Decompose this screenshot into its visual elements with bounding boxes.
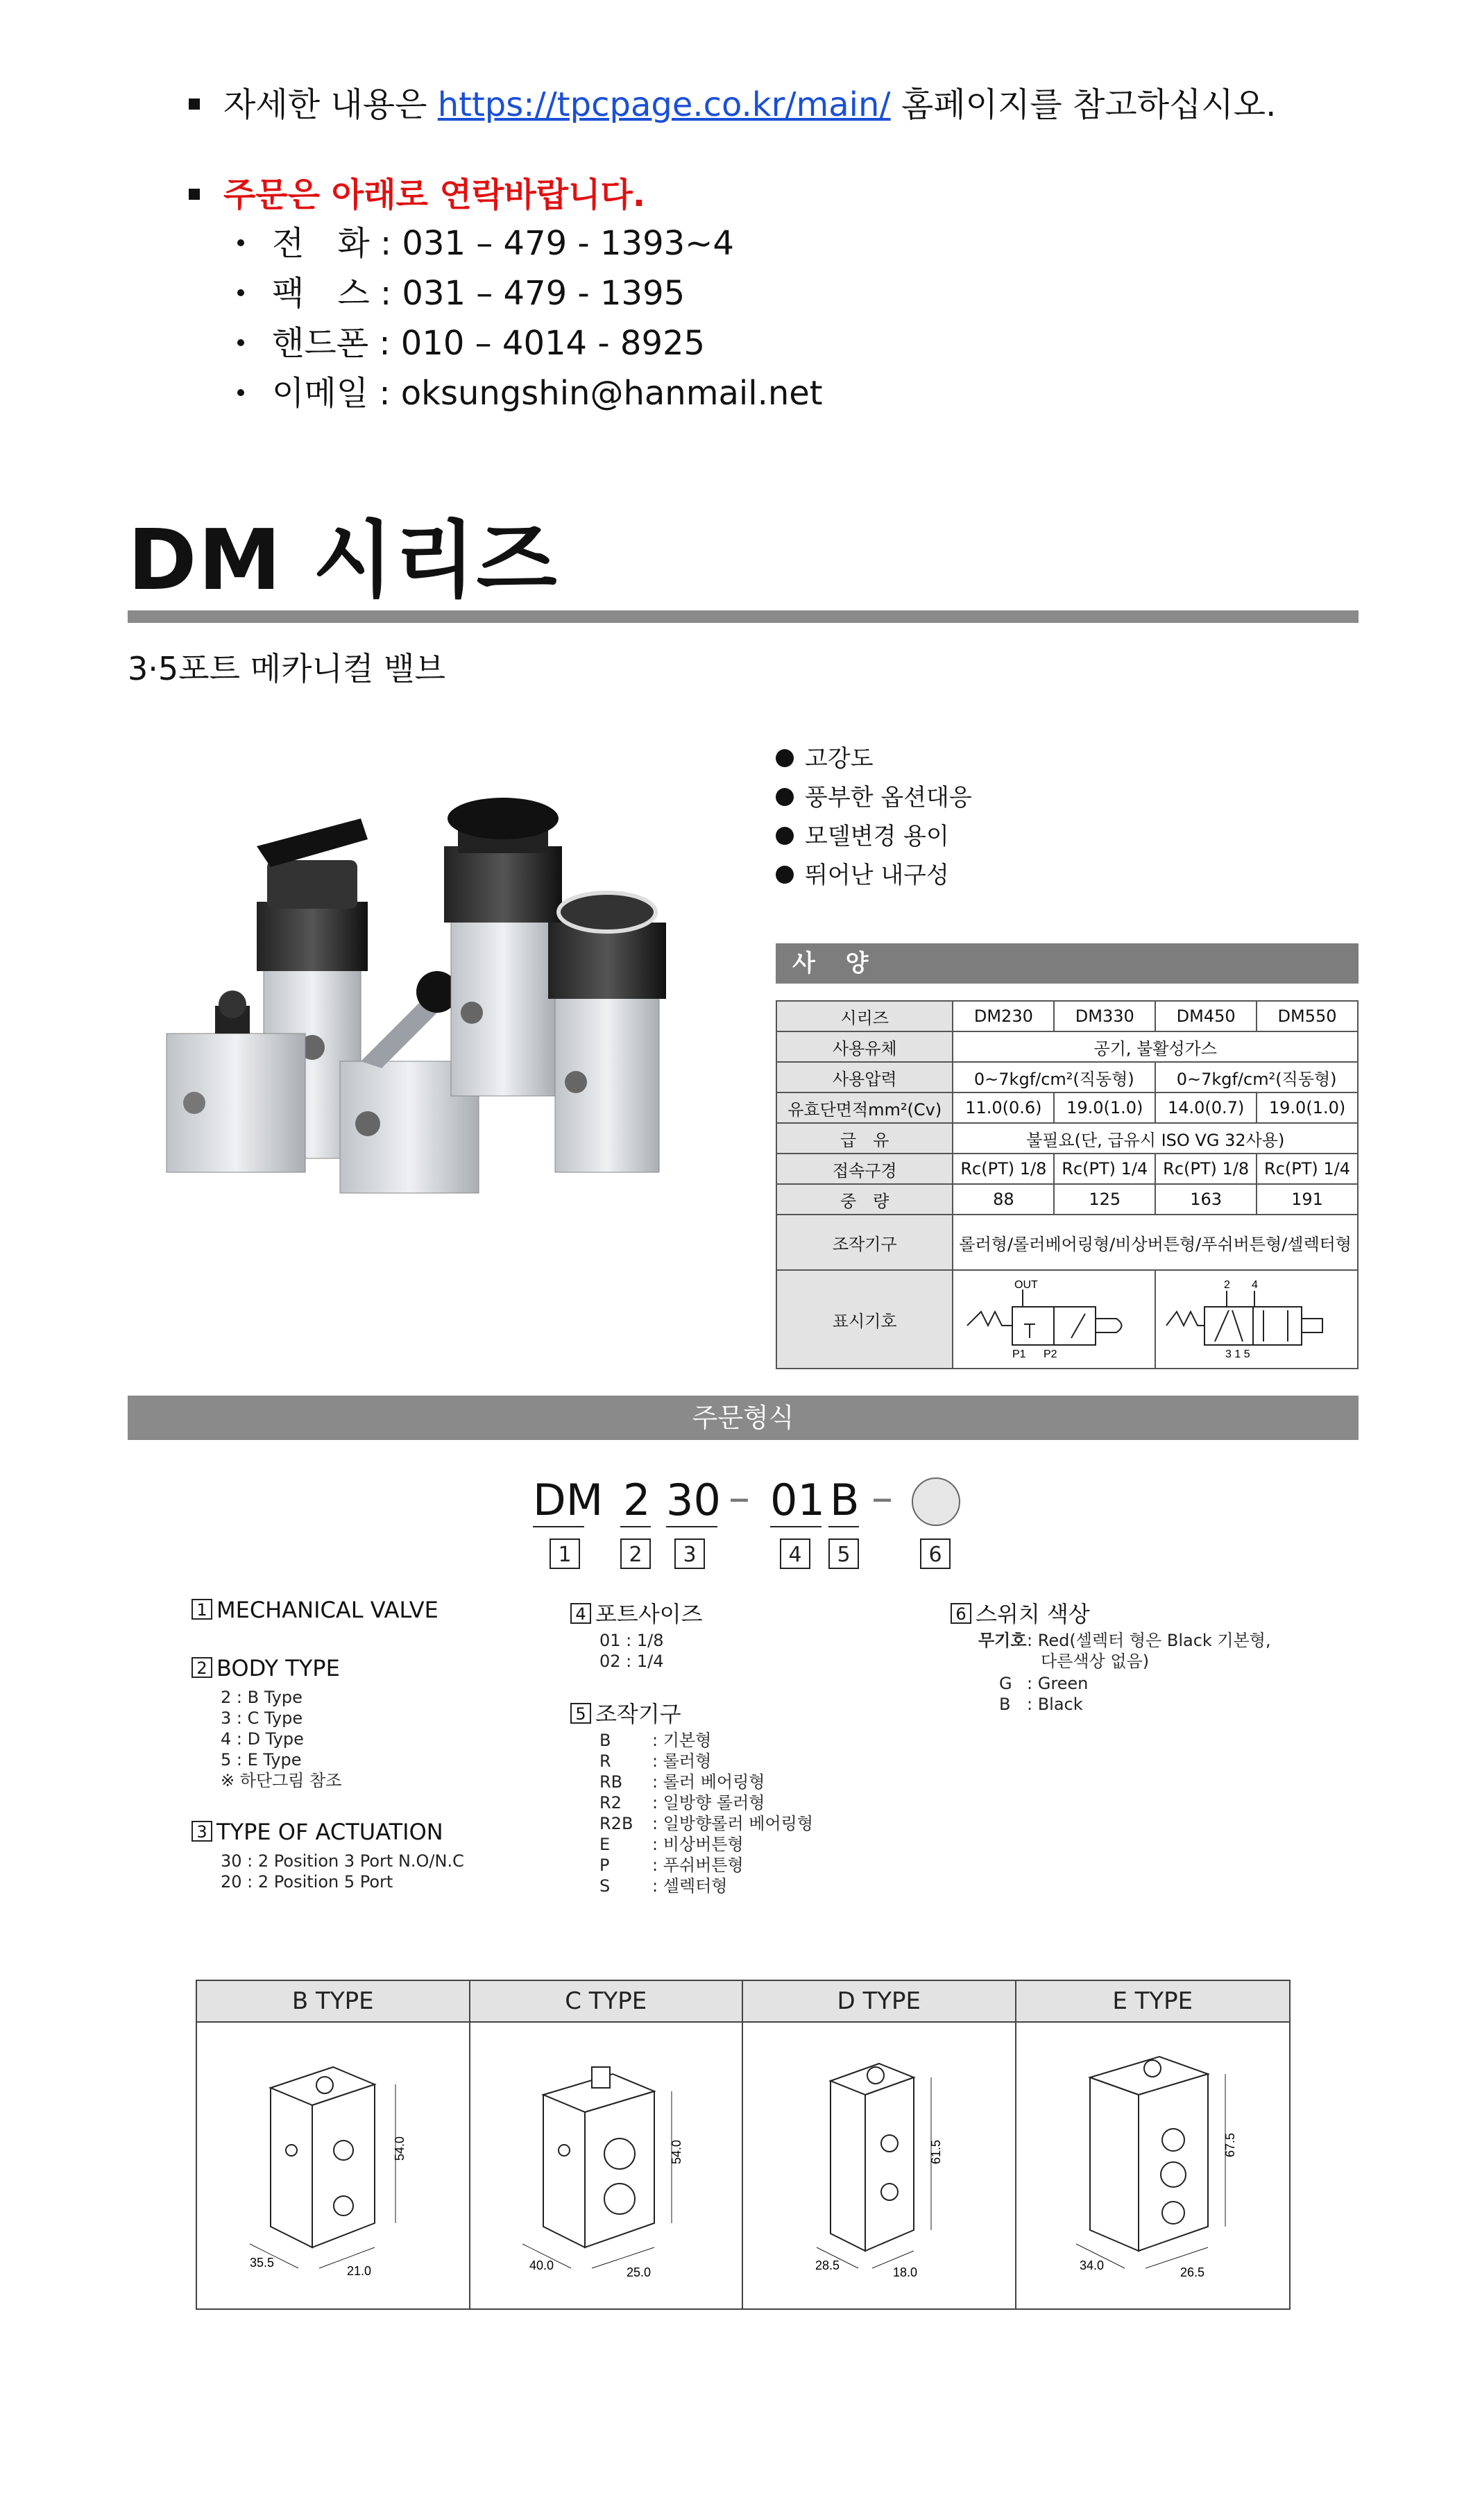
square-bullet-icon [189,189,200,200]
legend-2-items [221,1687,341,1791]
feature-item [776,739,874,773]
order-title [189,168,645,216]
legend-5-keys [599,1730,633,1896]
spec-row-series [776,1001,1358,1031]
sym-label: P1 [1012,1348,1026,1359]
d-type-cell [742,2022,1016,2309]
title-divider [128,610,1359,623]
code-port: 01 [770,1475,825,1525]
d-type-drawing [775,2046,983,2282]
contact-mobile [237,316,705,364]
code-dash: – [729,1472,750,1523]
legend-num: 2 [191,1657,212,1678]
dim-label: 34.0 [1080,2258,1105,2272]
square-bullet-icon [189,98,200,110]
spec-cell: 롤러형/롤러베어링형/비상버튼형/푸쉬버튼형/셀렉터형 [953,1215,1358,1270]
dim-label: 18.0 [892,2265,917,2279]
spec-row-lube [776,1123,1358,1154]
dim-label: 40.0 [529,2258,554,2272]
spec-label: 사용유체 [776,1031,953,1062]
legend-val: : 롤러형 [652,1751,712,1771]
sym-label: 4 [1252,1279,1258,1291]
legend-num: 6 [951,1603,971,1624]
legend-item: ※ 하단그림 참조 [221,1771,342,1790]
code-num-box: 4 [780,1538,810,1569]
contact-fax [237,266,685,314]
spec-cell: Rc(PT) 1/8 [953,1154,1054,1184]
order-title-text: 주문은 아래로 연락바랍니다. [223,175,646,214]
contact-mobile-text: 핸드폰 : 010 – 4014 - 8925 [272,324,706,363]
spec-row-actuator [776,1215,1358,1270]
spec-row-port [776,1154,1358,1184]
legend-5-vals [652,1730,813,1896]
homepage-link[interactable]: https://tpcpage.co.kr/main/ [437,85,891,124]
dot-bullet-icon [776,749,794,767]
spec-cell: 14.0(0.7) [1155,1092,1257,1123]
dim-label: 28.5 [815,2258,840,2272]
contact-phone-text: 전 화 : 031 – 479 - 1393~4 [272,224,734,263]
legend-item: 20 : 2 Position 5 Port [221,1872,393,1892]
feature-text: 모델변경 용이 [805,823,949,850]
product-title: DM 시리즈 [128,513,559,609]
dim-label: 26.5 [1180,2265,1205,2279]
e-type-cell [1016,2022,1291,2309]
code-underline [533,1526,584,1527]
order-heading: 주문형식 [128,1396,1359,1440]
color-circle [912,1477,960,1526]
spec-row-weight [776,1184,1358,1215]
legend-num: 5 [570,1703,591,1724]
legend-6-key: B [999,1695,1011,1714]
legend-key: E [599,1835,611,1854]
feature-item [776,856,949,890]
dot-bullet-icon [237,239,244,246]
legend-val: : 기본형 [652,1731,712,1750]
dim-label: 35.5 [249,2256,274,2270]
legend-key: P [599,1855,610,1875]
spec-cell: 19.0(1.0) [1257,1092,1358,1123]
sym-label: 3 1 5 [1225,1348,1250,1359]
dim-label: 21.0 [346,2264,371,2278]
legend-key: R [599,1751,611,1771]
legend-item: 02 : 1/4 [599,1652,664,1671]
spec-label: 사용압력 [776,1062,953,1092]
sym-label: 2 [1224,1279,1230,1291]
code-body: 2 [623,1475,651,1525]
dot-bullet-icon [237,389,244,396]
spec-cell: DM330 [1054,1001,1155,1031]
legend-key: R2B [599,1814,633,1833]
spec-label: 조작기구 [776,1215,953,1270]
code-underline [770,1526,821,1527]
info-line [189,78,1276,126]
e-type-drawing [1048,2046,1257,2282]
dot-bullet-icon [776,827,794,845]
spec-cell: 125 [1054,1184,1155,1215]
feature-item [776,817,949,851]
legend-key: S [599,1876,611,1896]
legend-val: : 셀렉터형 [652,1876,728,1896]
legend-title: 포트사이즈 [595,1601,703,1627]
b-type-cell [196,2022,470,2309]
legend-6-val: : Red(셀렉터 형은 Black 기본형, [1027,1631,1271,1650]
contact-email [237,366,823,414]
legend-num: 3 [191,1821,212,1842]
legend-2 [191,1655,340,1681]
spec-heading: 사 양 [776,943,1359,984]
code-num-box: 5 [828,1538,859,1569]
spec-cell: 공기, 불활성가스 [953,1031,1358,1062]
spec-cell: 0~7kgf/cm²(직동형) [1155,1062,1358,1092]
sym-label: OUT [1014,1279,1039,1291]
body-type-drawing-row [196,2022,1290,2309]
legend-item: 2 : B Type [221,1688,303,1707]
spec-symbol-3port [953,1270,1155,1369]
feature-item [776,778,972,812]
spec-cell: DM450 [1155,1001,1257,1031]
dim-label: 54.0 [392,2136,407,2161]
type-header: B TYPE [196,1980,470,2022]
legend-val: : 롤러 베어링형 [652,1772,765,1792]
spec-cell: 191 [1257,1184,1358,1215]
code-underline [828,1526,859,1527]
spec-label: 시리즈 [776,1001,953,1031]
spec-label: 유효단면적mm²(Cv) [776,1092,953,1123]
legend-val: : 일방향롤러 베어링형 [652,1814,813,1833]
legend-val: : 일방향 롤러형 [652,1793,765,1812]
legend-item: 30 : 2 Position 3 Port N.O/N.C [221,1851,464,1871]
dot-bullet-icon [237,339,244,346]
code-num-box: 6 [920,1538,951,1569]
valve-symbol-3port-icon [960,1276,1148,1359]
legend-item: 4 : D Type [221,1729,304,1749]
spec-cell: 163 [1155,1184,1257,1215]
spec-label: 접속구경 [776,1154,953,1184]
legend-6-val: 다른색상 없음) [1041,1652,1150,1671]
legend-6-key: 무기호 [978,1631,1027,1650]
legend-title: MECHANICAL VALVE [216,1597,439,1623]
spec-cell: DM550 [1257,1001,1358,1031]
legend-item: 5 : E Type [221,1750,302,1769]
spec-cell: Rc(PT) 1/8 [1155,1154,1257,1184]
type-header: E TYPE [1016,1980,1291,2022]
spec-cell: 19.0(1.0) [1054,1092,1155,1123]
legend-val: : 비상버튼형 [652,1835,744,1854]
legend-key: R2 [599,1793,622,1812]
dot-bullet-icon [776,866,794,884]
spec-label: 중 량 [776,1184,953,1215]
body-type-table [196,1980,1291,2310]
code-underline [620,1526,651,1527]
c-type-drawing [502,2046,710,2282]
code-dash: – [871,1472,893,1523]
spec-cell: DM230 [953,1001,1054,1031]
feature-text: 풍부한 옵션대응 [805,784,972,812]
legend-title: BODY TYPE [216,1655,340,1681]
legend-key: RB [599,1772,623,1792]
spec-cell: 11.0(0.6) [953,1092,1054,1123]
legend-item: 3 : C Type [221,1708,303,1728]
body-type-header-row [196,1980,1290,2022]
legend-num: 4 [570,1603,591,1624]
valve-symbol-5port-icon [1163,1276,1350,1359]
dim-label: 67.5 [1223,2132,1238,2157]
info-text-pre: 자세한 내용은 [223,85,427,124]
legend-num: 1 [191,1599,212,1620]
spec-row-area [776,1092,1358,1123]
legend-val: : 푸쉬버튼형 [652,1855,744,1875]
legend-title: 스위치 색상 [976,1601,1090,1627]
spec-row-fluid [776,1031,1358,1062]
legend-4-items [599,1630,664,1672]
feature-text: 뛰어난 내구성 [805,862,949,889]
sym-label: P2 [1044,1348,1057,1359]
code-num-box: 3 [674,1538,705,1569]
legend-1 [191,1597,439,1623]
spec-cell: 불필요(단, 급유시 ISO VG 32사용) [953,1123,1358,1154]
legend-3-items [221,1851,464,1892]
feature-text: 고강도 [805,745,874,773]
spec-label: 표시기호 [776,1270,953,1369]
legend-6-val: : Black [1027,1695,1083,1714]
spec-row-symbol [776,1270,1358,1369]
legend-item: 01 : 1/8 [599,1631,664,1650]
dot-bullet-icon [237,289,244,296]
legend-title: 조작기구 [595,1701,681,1727]
dim-label: 25.0 [627,2265,652,2279]
legend-title: TYPE OF ACTUATION [216,1819,443,1845]
code-dm: DM [533,1475,604,1525]
spec-symbol-5port [1155,1270,1358,1369]
code-num-box: 2 [620,1538,651,1569]
contact-fax-text: 팩 스 : 031 – 479 - 1395 [272,274,686,313]
dim-label: 54.0 [670,2139,684,2164]
code-underline [666,1526,717,1527]
spec-cell: Rc(PT) 1/4 [1257,1154,1358,1184]
b-type-drawing [229,2046,437,2282]
legend-5 [570,1697,681,1729]
spec-table [776,1000,1359,1369]
spec-label: 급 유 [776,1123,953,1154]
legend-6-val: : Green [1027,1674,1089,1693]
code-num-box: 1 [550,1538,580,1569]
code-actuator: B [830,1475,860,1525]
legend-6-key: G [999,1674,1012,1693]
type-header: C TYPE [470,1980,743,2022]
contact-email-text: 이메일 : oksungshin@hanmail.net [272,374,823,413]
spec-cell: 0~7kgf/cm²(직동형) [953,1062,1155,1092]
c-type-cell [470,2022,743,2309]
type-header: D TYPE [742,1980,1016,2022]
info-text-post: 홈페이지를 참고하십시오. [901,85,1277,124]
dot-bullet-icon [776,788,794,806]
legend-4 [570,1597,703,1629]
contact-phone [237,216,734,264]
legend-3 [191,1819,443,1845]
product-photo [153,784,763,1200]
spec-cell: 88 [953,1184,1054,1215]
legend-key: B [599,1731,611,1750]
legend-6 [951,1597,1090,1629]
code-actuation: 30 [666,1475,721,1525]
product-subtitle: 3·5포트 메카니컬 밸브 [128,650,445,687]
spec-row-pressure [776,1062,1358,1092]
dim-label: 61.5 [928,2139,943,2164]
spec-cell: Rc(PT) 1/4 [1054,1154,1155,1184]
